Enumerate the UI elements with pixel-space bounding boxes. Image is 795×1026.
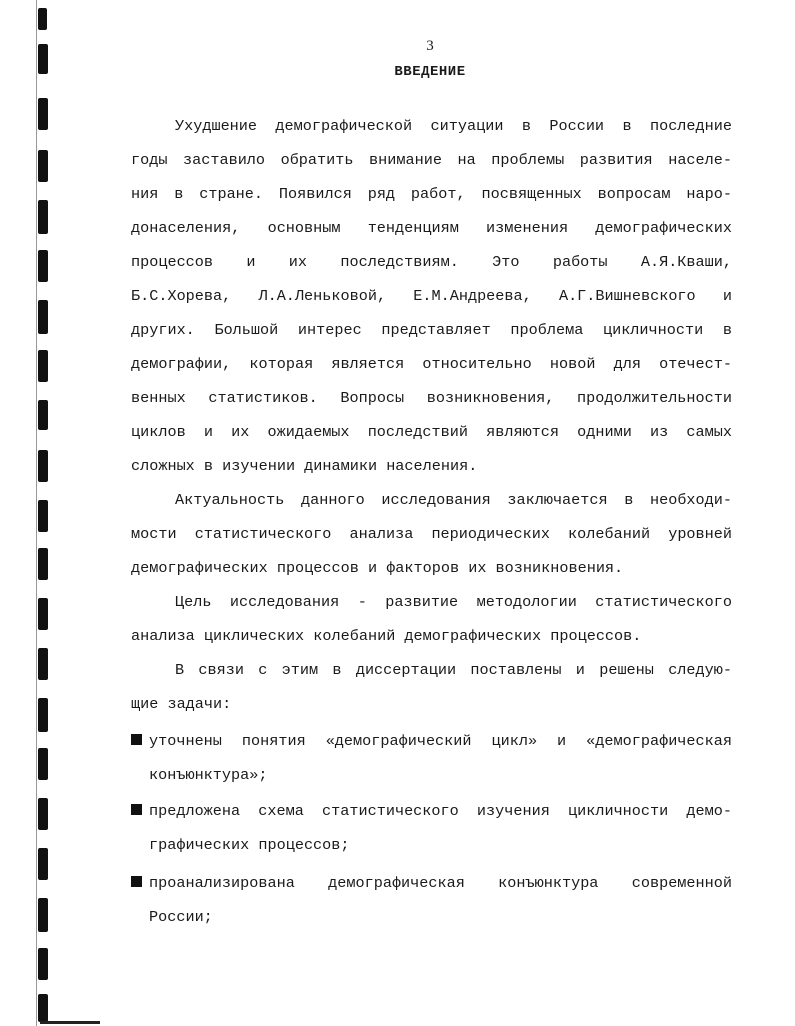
scan-edge-rule <box>40 1021 100 1024</box>
binding-mark <box>38 598 48 630</box>
paragraph-line: сложных в изучении динамики населения. <box>131 457 478 475</box>
binding-mark <box>38 500 48 532</box>
paragraph-line: Цель исследования - развитие методологии статистического <box>175 593 732 611</box>
paragraph-line: В связи с этим в диссертации поставлены и решены следую- <box>175 661 732 679</box>
task-item-line: России; <box>149 908 213 926</box>
task-item-line: проанализирована демографическая конъюнктура современной <box>149 874 732 892</box>
binding-mark <box>38 200 48 234</box>
task-item-line: графических процессов; <box>149 836 350 854</box>
binding-mark <box>38 8 47 30</box>
bullet-square-icon <box>131 876 142 887</box>
paragraph-line: циклов и их ожидаемых последствий являются одними из самых <box>131 423 732 441</box>
binding-mark <box>38 250 48 282</box>
binding-mark <box>38 400 48 430</box>
paragraph-line: мости статистического анализа периодических колебаний уровней <box>131 525 732 543</box>
binding-mark <box>38 648 48 680</box>
task-item-line: уточнены понятия «демографический цикл» и «демографическая <box>149 732 732 750</box>
binding-mark <box>38 150 48 182</box>
bullet-square-icon <box>131 734 142 745</box>
binding-mark <box>38 898 48 932</box>
bullet-square-icon <box>131 804 142 815</box>
binding-margin <box>0 0 60 1026</box>
paragraph-line: Б.С.Хорева, Л.А.Леньковой, Е.М.Андреева, А.Г.Вишневского и <box>131 287 732 305</box>
paragraph-line: демографических процессов и факторов их возникновения. <box>131 559 624 577</box>
binding-edge-line <box>36 0 37 1026</box>
paragraph-line: Актуальность данного исследования заключается в необходи- <box>175 491 732 509</box>
page-number: 3 <box>426 38 434 54</box>
binding-mark <box>38 44 48 74</box>
binding-mark <box>38 98 48 130</box>
paragraph-line: процессов и их последствиям. Это работы А.Я.Кваши, <box>131 253 732 271</box>
paragraph-line: годы заставило обратить внимание на проблемы развития населе- <box>131 151 732 169</box>
binding-mark <box>38 848 48 880</box>
binding-mark <box>38 450 48 482</box>
task-item-line: предложена схема статистического изучения цикличности демо- <box>149 802 732 820</box>
paragraph-line: анализа циклических колебаний демографических процессов. <box>131 627 642 645</box>
paragraph-line: щие задачи: <box>131 695 232 713</box>
binding-mark <box>38 300 48 334</box>
binding-mark <box>38 994 48 1022</box>
paragraph-line: ния в стране. Появился ряд работ, посвященных вопросам наро- <box>131 185 732 203</box>
page-title: ВВЕДЕНИЕ <box>394 64 466 80</box>
task-item-line: конъюнктура»; <box>149 766 268 784</box>
binding-mark <box>38 948 48 980</box>
paragraph-line: венных статистиков. Вопросы возникновения, продолжительности <box>131 389 732 407</box>
binding-mark <box>38 798 48 830</box>
binding-mark <box>38 698 48 732</box>
binding-mark <box>38 350 48 382</box>
paragraph-line: донаселения, основным тенденциям изменения демографических <box>131 219 732 237</box>
binding-mark <box>38 748 48 780</box>
paragraph-line: Ухудшение демографической ситуации в России в последние <box>175 117 732 135</box>
paragraph-line: демографии, которая является относительно новой для отечест- <box>131 355 732 373</box>
paragraph-line: других. Большой интерес представляет проблема цикличности в <box>131 321 732 339</box>
binding-mark <box>38 548 48 580</box>
